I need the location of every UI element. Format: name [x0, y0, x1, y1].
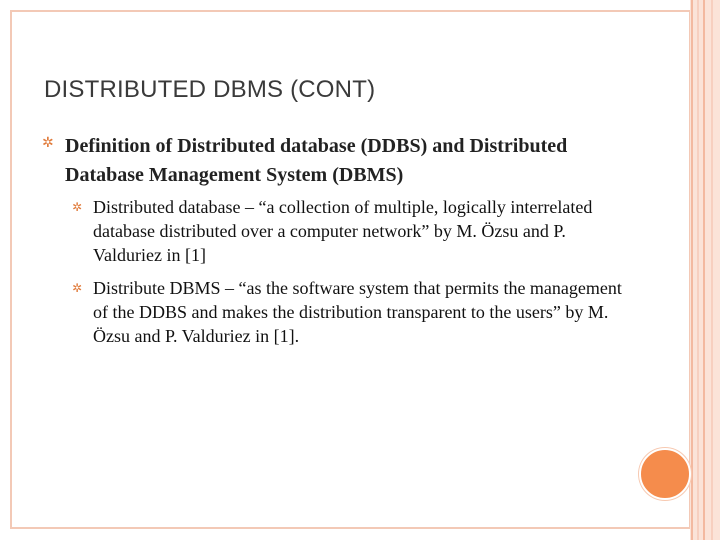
decorative-stripe	[711, 0, 713, 540]
sub-bullet-item	[72, 195, 632, 267]
main-bullet-text: Definition of Distributed database (DDBS) and Distributed Database Management System (DBMS)	[65, 135, 568, 186]
decorative-stripe	[691, 0, 693, 540]
slide-title: DISTRIBUTED DBMS (CONT)	[44, 76, 376, 103]
decorative-stripe	[697, 0, 699, 540]
gear-bullet-icon: ✲	[72, 200, 83, 214]
sub-bullet-item	[72, 276, 632, 348]
gear-bullet-icon: ✲	[42, 135, 54, 151]
decorative-orange-circle	[639, 448, 691, 500]
decorative-side-band	[690, 0, 720, 540]
sub-bullet-text: Distribute DBMS – “as the software system that permits the management of the DDBS and makes the distribution transparent to the users” by M. Özsu and P. Valduriez in [1].	[93, 278, 622, 346]
decorative-stripe	[703, 0, 705, 540]
gear-bullet-icon: ✲	[72, 281, 83, 295]
sub-bullet-text: Distributed database – “a collection of multiple, logically interrelated database distributed over a computer network” by M. Özsu and P. Valduriez in [1]	[93, 197, 593, 265]
